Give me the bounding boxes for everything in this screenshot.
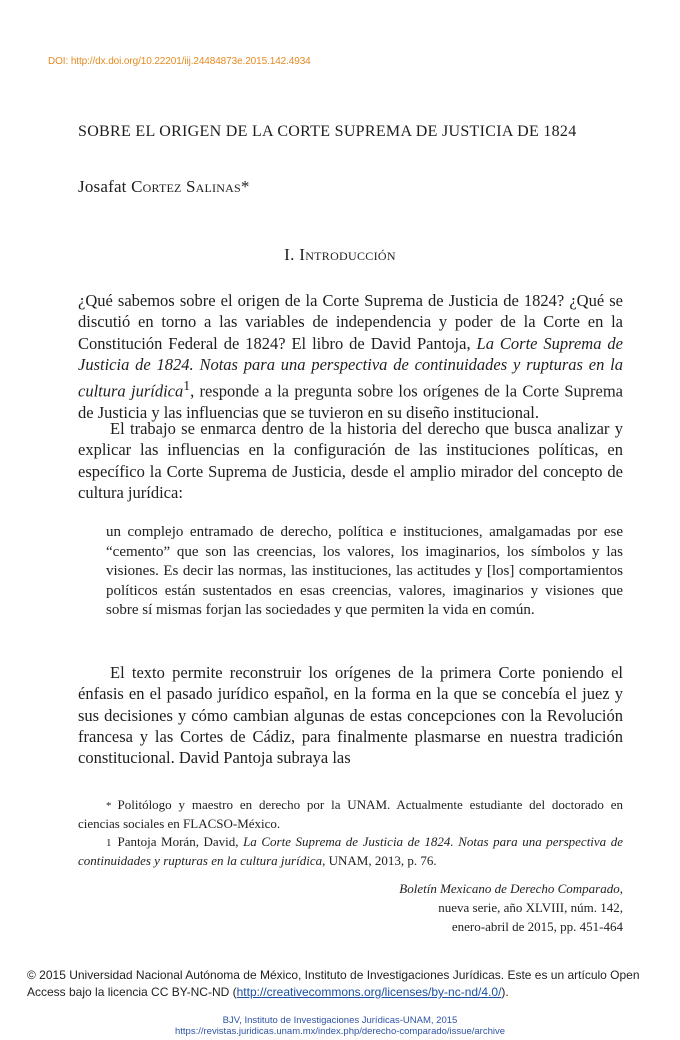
section-heading: I. Introducción — [284, 245, 396, 264]
author-first-name: Josafat — [78, 177, 127, 196]
journal-name-suffix: , — [619, 881, 623, 896]
footnote-author — [78, 796, 623, 833]
journal-name: Boletín Mexicano de Derecho Comparado — [399, 881, 620, 896]
journal-citation — [399, 879, 623, 936]
author-surname: Cortez Salinas — [131, 177, 241, 196]
footer-line-1[interactable]: BJV, Instituto de Investigaciones Jurídicas-UNAM, 2015 — [222, 1015, 458, 1026]
footnote-text: Politólogo y maestro en derecho por la UNAM. Actualmente estudiante del doctorado en ciencias sociales en FLACSO-México. — [78, 797, 623, 831]
footnote-ref-1[interactable]: 1 — [183, 378, 191, 394]
license-tail: ). — [501, 985, 509, 999]
paragraph-2: El trabajo se enmarca dentro de la historia del derecho que busca analizar y explicar las influencias en la configuración de las instituciones políticas, en específico la Corte Suprema de Justicia, desde el amplio mirador del concepto de cultura jurídica: — [78, 419, 623, 502]
paragraph-1-text-b: , responde a la pregunta sobre los orígenes de la Corte Suprema de Justicia y las influencias que se tuvieron en su diseño institucional. — [78, 381, 623, 422]
footnote-text-a: Pantoja Morán, David, — [117, 834, 244, 849]
license-notice — [27, 967, 657, 1001]
author-footnote-marker: * — [240, 177, 250, 196]
license-link[interactable]: http://creativecommons.org/licenses/by-nc-nd/4.0/ — [236, 985, 502, 999]
block-quote: un complejo entramado de derecho, política e instituciones, amalgamadas por ese “cemento” que son las creencias, los valores, los imaginarios, los símbolos y las visiones. Es decir las normas, las instituciones, las actitudes y [los] comportamientos políticos están sustentados en esas creencias, valores, imaginarios y visiones que sobre sí mismas forjan las sociedades y que permiten la vida en común. — [106, 524, 623, 618]
footer-archive-link[interactable]: https://revistas.juridicas.unam.mx/index.php/derecho-comparado/issue/archive — [174, 1026, 506, 1037]
journal-name-line — [399, 879, 623, 898]
journal-pages: enero-abril de 2015, pp. 451-464 — [451, 919, 623, 934]
paragraph-3: El texto permite reconstruir los orígenes de la primera Corte poniendo el énfasis en el pasado jurídico español, en la forma en la que se concebía el juez y sus decisiones y cómo cambian algunas de estas concepciones con la Revolución francesa y las Cortes de Cádiz, para finalmente plasmarse en nuestra tradición constitucional. David Pantoja subraya las — [78, 663, 623, 768]
footnote-text-b: , UNAM, 2013, p. 76. — [322, 853, 437, 868]
article-title: SOBRE EL ORIGEN DE LA CORTE SUPREMA DE JUSTICIA DE 1824 — [78, 123, 577, 140]
paragraph-1 — [78, 290, 623, 423]
footnote-mark: * — [106, 800, 112, 812]
license-text: © 2015 Universidad Nacional Autónoma de México, Instituto de Investigaciones Jurídicas. Este es un artículo Open Access bajo la licencia CC BY-NC-ND ( — [27, 968, 640, 999]
footnote-1 — [78, 833, 623, 870]
paragraph-1-text-a: ¿Qué sabemos sobre el origen de la Corte Suprema de Justicia de 1824? ¿Qué se discutió en torno a las variables de independencia y poder de la Corte en la Constitución Federal de 1824? El libro de David Pantoja, — [78, 291, 623, 353]
journal-series: nueva serie, año XLVIII, núm. 142, — [438, 900, 623, 915]
footnote-cited-title: La Corte Suprema de Justicia de 1824. Notas para una perspectiva de continuidades y rupturas en la cultura jurídica — [78, 834, 624, 868]
footnote-mark: 1 — [106, 837, 112, 849]
paragraph-1-book-title: La Corte Suprema de Justicia de 1824. Notas para una perspectiva de continuidades y rupturas en la cultura jurídica — [78, 333, 623, 401]
author-name — [78, 177, 250, 197]
footnotes — [78, 796, 623, 870]
doi-link[interactable]: DOI: http://dx.doi.org/10.22201/iij.24484873e.2015.142.4934 — [48, 56, 311, 67]
page-footer — [0, 1015, 680, 1037]
